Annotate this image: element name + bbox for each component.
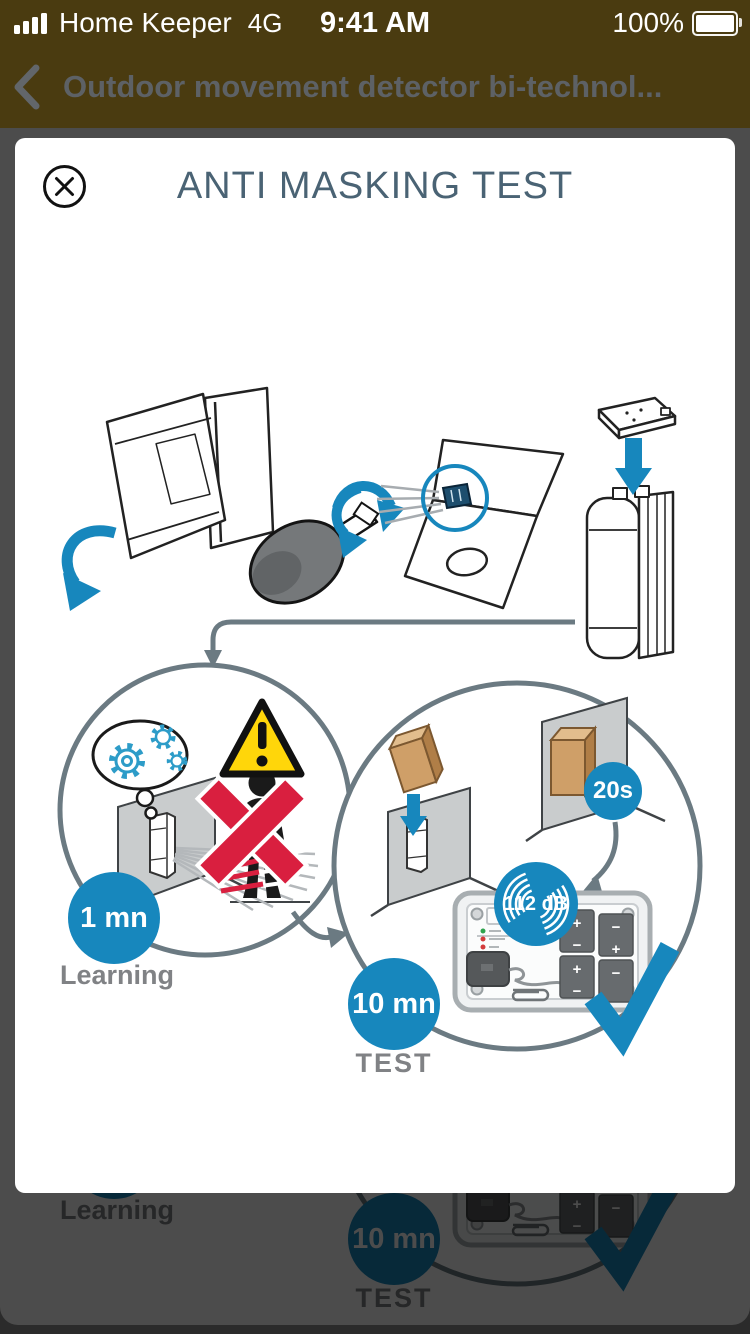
anti-masking-figure	[15, 380, 735, 1085]
test-label: TEST	[355, 1048, 433, 1078]
battery-icon	[692, 11, 738, 36]
battery-plus-mark: +	[572, 961, 582, 978]
carrier-label: Home Keeper	[59, 7, 232, 38]
battery-plus-mark: +	[572, 915, 582, 932]
app-header	[0, 0, 750, 128]
flow-connector-arrow	[204, 622, 575, 668]
test-duration-text: 10 mn	[352, 987, 436, 1020]
modal-title: ANTI MASKING TEST	[176, 165, 574, 207]
learning-label: Learning	[60, 1195, 175, 1225]
battery-percent-label: 100%	[612, 7, 684, 38]
network-type-label: 4G	[247, 7, 283, 38]
anti-masking-modal	[15, 138, 735, 1193]
battery-minus-mark: −	[572, 1218, 582, 1235]
learning-duration-badge	[68, 872, 160, 964]
siren-volume-badge	[494, 862, 578, 946]
chevron-left-icon	[13, 63, 41, 111]
battery-minus-mark: −	[572, 937, 582, 954]
learning-duration-text: 1 mn	[80, 901, 148, 934]
status-bar	[0, 0, 750, 46]
battery-plus-mark: +	[572, 1196, 582, 1213]
detector-sensor-illustration	[377, 440, 563, 608]
learning-label: Learning	[60, 960, 175, 990]
battery-plus-mark: +	[611, 941, 621, 958]
back-button[interactable]	[13, 62, 43, 112]
detector-open-illustration	[107, 388, 273, 558]
trigger-delay-text: 20s	[592, 777, 634, 804]
rotate-arrow-icon	[63, 531, 115, 611]
siren-volume-text: 112 dB	[503, 892, 569, 915]
detector-closed-illustration	[587, 398, 675, 658]
nav-bar	[0, 46, 750, 128]
battery-minus-mark: −	[611, 919, 621, 936]
clock-label: 9:41 AM	[319, 6, 431, 39]
test-duration-badge	[348, 958, 440, 1050]
test-duration-text: 10 mn	[352, 1222, 436, 1255]
page-title: Outdoor movement detector bi-technol...	[63, 69, 663, 104]
test-label: TEST	[355, 1283, 433, 1313]
battery-minus-mark: −	[611, 965, 621, 982]
test-duration-badge	[348, 1193, 440, 1285]
battery-minus-mark: −	[572, 983, 582, 1000]
battery-minus-mark: −	[611, 1200, 621, 1217]
trigger-delay-badge	[584, 762, 642, 820]
